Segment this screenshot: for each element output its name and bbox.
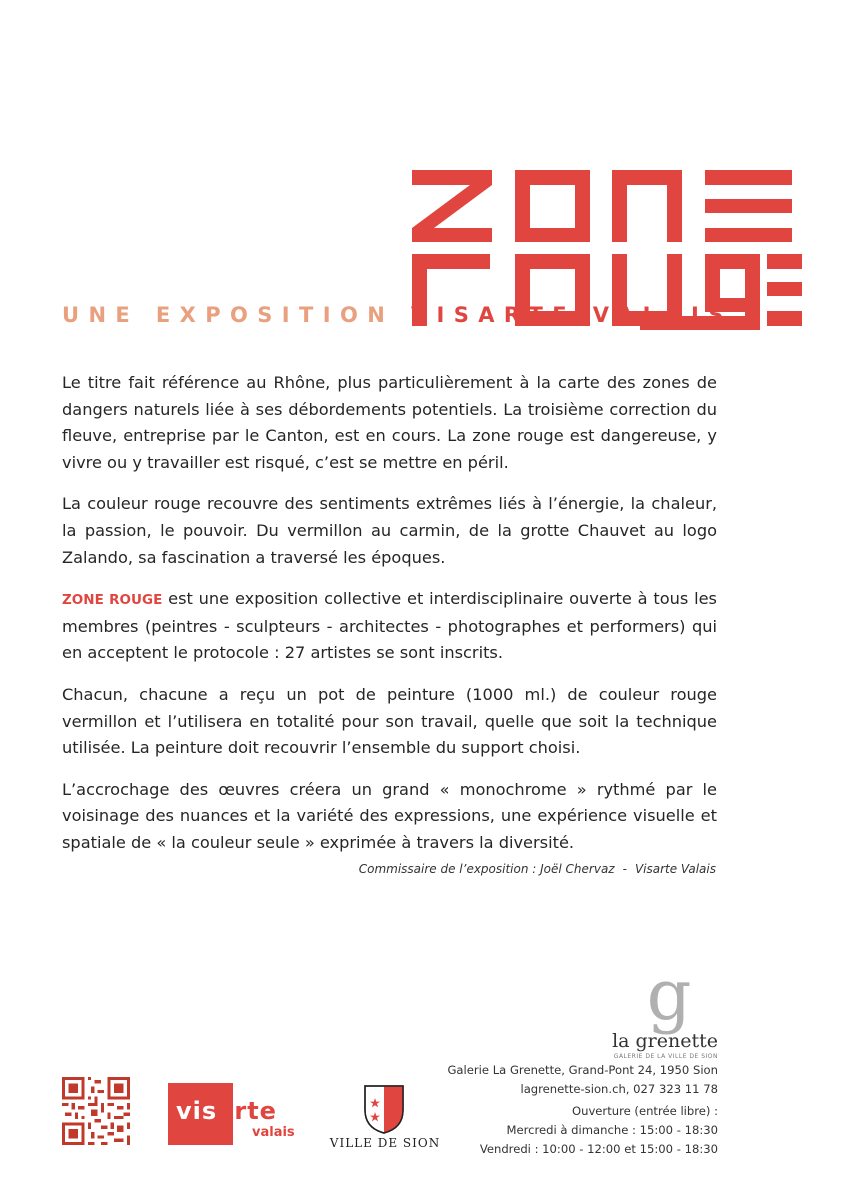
paragraph-5: L’accrochage des œuvres créera un grand « monochrome » rythmé par le voisinage des nuances et la variété des expressions, une expérience visuelle et spatiale de « la couleur seule » exprimée à travers la diversité. xyxy=(62,779,717,852)
curator-name: Commissaire de l’exposition : Joël Chervaz xyxy=(358,862,615,876)
zone-rouge-highlight: ZONE ROUGE xyxy=(62,592,163,609)
credit-separator: - xyxy=(622,862,627,876)
exhibition-description xyxy=(62,370,717,872)
hours-title: Ouverture (entrée libre) : xyxy=(571,1104,718,1118)
visarte-wordmark xyxy=(176,1097,277,1125)
credit-org: Visarte Valais xyxy=(634,862,716,876)
hours-line-1: Mercredi à dimanche : 15:00 - 18:30 xyxy=(506,1123,718,1137)
subtitle-visarte: VISARTE VALAIS xyxy=(410,303,733,327)
paragraph-1: Le titre fait référence au Rhône, plus particulièrement à la carte des zones de dangers naturels liée à ses débordements potentiels. La troisième correction du fleuve, entreprise par le Canton, est en cours. La zone rouge est dangereuse, y vivre ou y travailler est risqué, c’est se mettre en péril. xyxy=(62,373,717,472)
visarte-vis: vis xyxy=(176,1097,218,1125)
paragraph-3 xyxy=(62,586,717,667)
hours-line-2: Vendredi : 10:00 - 12:00 et 15:00 - 18:30 xyxy=(479,1142,718,1156)
grenette-name: la grenette xyxy=(612,1030,718,1052)
paragraph-4: Chacun, chacune a reçu un pot de peinture (1000 ml.) de couleur rouge vermillon et l’utilisera en totalité pour son travail, quelle que soit la technique utilisée. La peinture doit recouvrir l’ensemble du support choisi. xyxy=(62,684,717,758)
paragraph-3-text: est une exposition collective et interdisciplinaire ouverte à tous les membres (peintres - sculpteurs - architectes - photographes et performers) qui en acceptent le protocole : 27 artistes se sont inscrits. xyxy=(62,589,717,663)
grenette-tagline: GALERIE DE LA VILLE DE SION xyxy=(613,1053,718,1060)
visarte-logo xyxy=(168,1083,303,1153)
curator-credit xyxy=(300,862,716,876)
paragraph-2: La couleur rouge recouvre des sentiments extrêmes liés à l’énergie, la chaleur, la passion, le pouvoir. Du vermillon au carmin, de la grotte Chauvet au logo Zalando, sa fascination a traversé les époques. xyxy=(62,494,717,567)
sion-shield-icon xyxy=(363,1084,405,1134)
subtitle-prefix: UNE EXPOSITION xyxy=(62,303,395,327)
gallery-web-phone: lagrenette-sion.ch, 027 323 11 78 xyxy=(520,1082,718,1096)
exhibition-subtitle xyxy=(62,303,733,327)
gallery-contact xyxy=(430,1061,718,1159)
qr-code-icon xyxy=(62,1076,130,1146)
visarte-valais: valais xyxy=(252,1125,295,1140)
ville-de-sion-label: VILLE DE SION xyxy=(329,1136,441,1150)
visarte-arte: arte xyxy=(217,1097,277,1125)
grenette-logo-icon: g xyxy=(646,954,692,1036)
gallery-address: Galerie La Grenette, Grand-Pont 24, 1950 Sion xyxy=(447,1063,718,1077)
